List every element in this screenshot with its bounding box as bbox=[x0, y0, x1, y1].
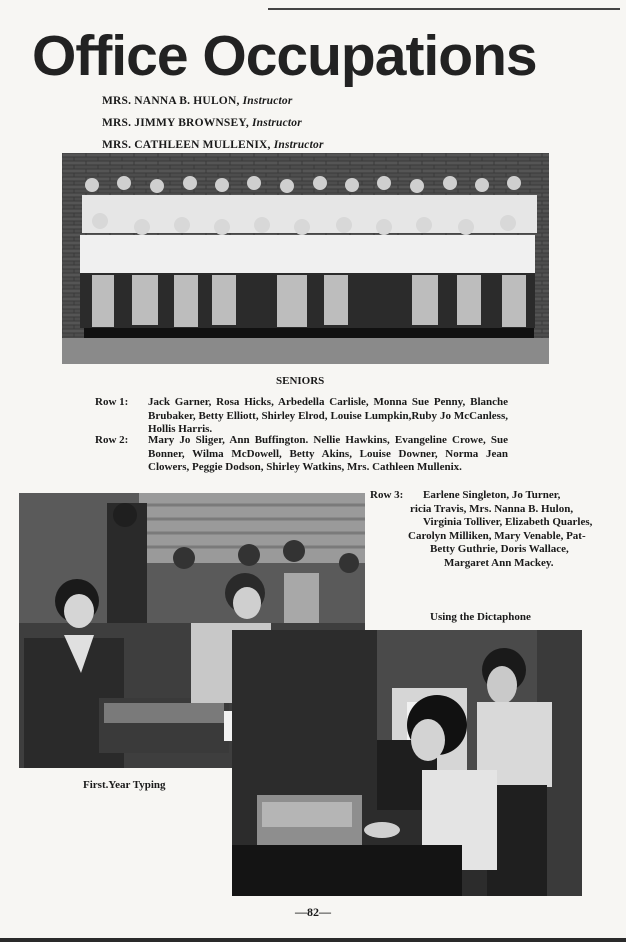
row-names-line: ricia Travis, Mrs. Nanna B. Hulon, bbox=[410, 502, 574, 515]
bottom-rule bbox=[0, 938, 626, 942]
row-names-line: Earlene Singleton, Jo Turner, bbox=[423, 489, 561, 501]
group-photo bbox=[62, 153, 549, 364]
top-rule bbox=[268, 8, 620, 10]
row-names-line: Carolyn Milliken, Mary Venable, Pat- bbox=[408, 529, 586, 542]
instructor-name: MRS. JIMMY BROWNSEY, bbox=[102, 117, 249, 129]
instructor-line bbox=[102, 95, 293, 107]
row-listing bbox=[95, 396, 515, 486]
typing-caption: First.Year Typing bbox=[83, 779, 166, 791]
dictaphone-caption: Using the Dictaphone bbox=[430, 611, 531, 623]
page-number: —82— bbox=[295, 905, 331, 919]
row-names-line: Betty Guthrie, Doris Wallace, bbox=[430, 543, 569, 555]
dictaphone-photo bbox=[232, 630, 582, 896]
row-names-line: Margaret Ann Mackey. bbox=[444, 556, 554, 569]
instructor-name: MRS. CATHLEEN MULLENIX, bbox=[102, 139, 271, 151]
instructor-role: Instructor bbox=[252, 117, 302, 129]
instructor-role: Instructor bbox=[242, 95, 293, 107]
page-title: Office Occupations bbox=[32, 24, 537, 88]
instructor-line bbox=[102, 139, 324, 151]
row-label: Row 2: bbox=[95, 434, 129, 446]
instructor-line bbox=[102, 117, 302, 129]
row-label: Row 1: bbox=[95, 396, 129, 408]
row-label: Row 3: bbox=[370, 489, 404, 501]
instructor-name: MRS. NANNA B. HULON, bbox=[102, 95, 240, 107]
row-names-line: Virginia Tolliver, Elizabeth Quarles, bbox=[423, 516, 593, 528]
row-names: Jack Garner, Rosa Hicks, Arbedella Carlisle, Monna Sue Penny, Blanche Brubaker, Betty Elliott, Shirley Elrod, Louise Lumpkin,Ruby Jo McCanless, Hollis Harris. bbox=[148, 396, 508, 435]
group-heading: SENIORS bbox=[276, 375, 325, 387]
row-names: Mary Jo Sliger, Ann Buffington. Nellie Hawkins, Evangeline Crowe, Sue Bonner, Wilma McDowell, Betty Akins, Louise Downer, Norma Jean Clowers, Peggie Dodson, Shirley Watkins, Mrs. Cathleen Mullenix. bbox=[148, 434, 508, 473]
instructor-role: Instructor bbox=[273, 139, 324, 151]
